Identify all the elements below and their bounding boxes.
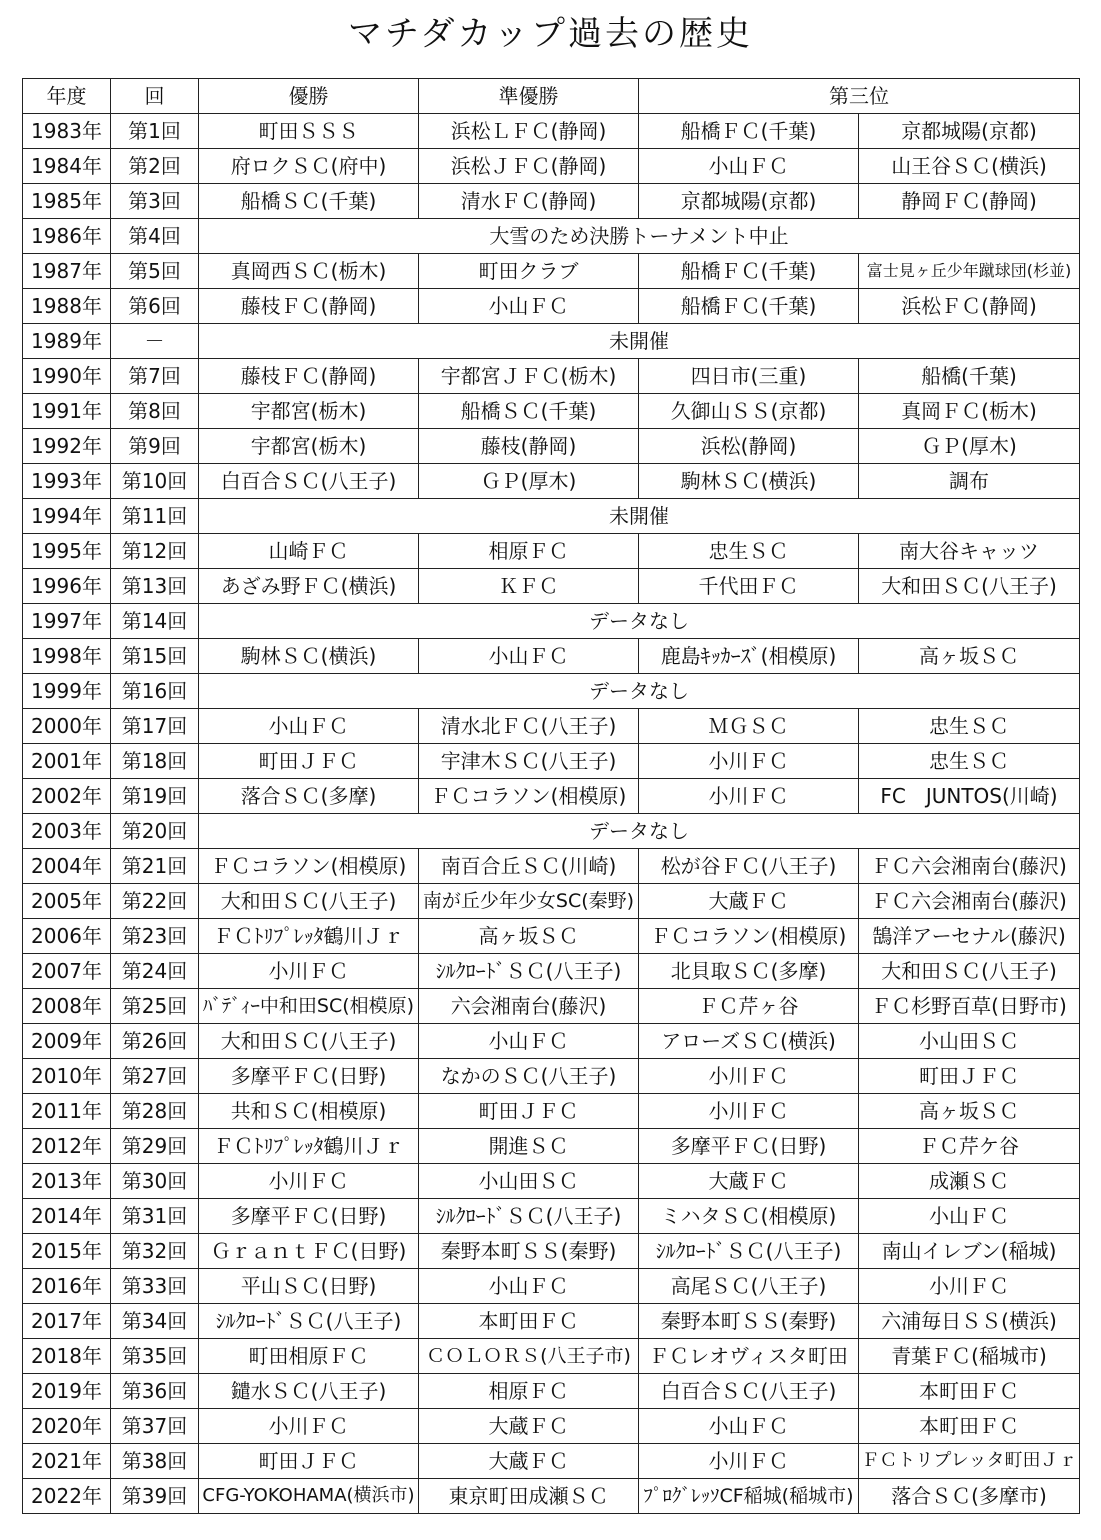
runner-up-cell: 小山ＦＣ xyxy=(419,289,639,324)
year-cell: 2012年 xyxy=(23,1129,111,1164)
table-row xyxy=(23,849,1080,884)
runner-up-cell: 大蔵ＦＣ xyxy=(419,1409,639,1444)
runner-up-cell: 小山田ＳＣ xyxy=(419,1164,639,1199)
year-cell: 2009年 xyxy=(23,1024,111,1059)
winner-cell: 駒林ＳＣ(横浜) xyxy=(199,639,419,674)
round-cell: 第16回 xyxy=(111,674,199,709)
third-place-cell: 調布 xyxy=(859,464,1080,499)
note-cell: 未開催 xyxy=(199,499,1080,534)
year-cell: 2008年 xyxy=(23,989,111,1024)
year-cell: 2010年 xyxy=(23,1059,111,1094)
header-winner: 優勝 xyxy=(199,79,419,114)
note-cell: 大雪のため決勝トーナメント中止 xyxy=(199,219,1080,254)
round-cell: 第23回 xyxy=(111,919,199,954)
third-place-cell: ミハタＳＣ(相模原) xyxy=(639,1199,859,1234)
table-row xyxy=(23,289,1080,324)
year-cell: 2016年 xyxy=(23,1269,111,1304)
year-cell: 1991年 xyxy=(23,394,111,429)
table-row xyxy=(23,674,1080,709)
table-row xyxy=(23,1479,1080,1514)
third-place-cell: 成瀬ＳＣ xyxy=(859,1164,1080,1199)
year-cell: 1987年 xyxy=(23,254,111,289)
third-place-cell: 北貝取ＳＣ(多摩) xyxy=(639,954,859,989)
table-row xyxy=(23,604,1080,639)
table-row xyxy=(23,1374,1080,1409)
round-cell: 第19回 xyxy=(111,779,199,814)
year-cell: 2003年 xyxy=(23,814,111,849)
note-cell: データなし xyxy=(199,604,1080,639)
third-place-cell: ＦＣ杉野百草(日野市) xyxy=(859,989,1080,1024)
third-place-cell: 真岡ＦＣ(栃木) xyxy=(859,394,1080,429)
table-row xyxy=(23,149,1080,184)
runner-up-cell: 南が丘少年少女SC(秦野) xyxy=(419,884,639,919)
winner-cell: 共和ＳＣ(相模原) xyxy=(199,1094,419,1129)
third-place-cell: 京都城陽(京都) xyxy=(639,184,859,219)
third-place-cell: FC JUNTOS(川崎) xyxy=(859,779,1080,814)
round-cell: 第24回 xyxy=(111,954,199,989)
table-row xyxy=(23,394,1080,429)
header-third: 第三位 xyxy=(639,79,1080,114)
table-row xyxy=(23,1444,1080,1479)
year-cell: 1996年 xyxy=(23,569,111,604)
third-place-cell: 高ヶ坂ＳＣ xyxy=(859,639,1080,674)
third-place-cell: 船橋ＦＣ(千葉) xyxy=(639,254,859,289)
round-cell: 第21回 xyxy=(111,849,199,884)
winner-cell: 小川ＦＣ xyxy=(199,1164,419,1199)
winner-cell: 船橋ＳＣ(千葉) xyxy=(199,184,419,219)
third-place-cell: 白百合ＳＣ(八王子) xyxy=(639,1374,859,1409)
third-place-cell: 高尾ＳＣ(八王子) xyxy=(639,1269,859,1304)
note-cell: データなし xyxy=(199,814,1080,849)
third-place-cell: 千代田ＦＣ xyxy=(639,569,859,604)
runner-up-cell: 清水ＦＣ(静岡) xyxy=(419,184,639,219)
round-cell: 第8回 xyxy=(111,394,199,429)
runner-up-cell: ｼﾙｸﾛｰﾄﾞＳＣ(八王子) xyxy=(419,1199,639,1234)
year-cell: 2006年 xyxy=(23,919,111,954)
year-cell: 1985年 xyxy=(23,184,111,219)
runner-up-cell: 秦野本町ＳＳ(秦野) xyxy=(419,1234,639,1269)
third-place-cell: ＦＣトリプレッタ町田Ｊｒ xyxy=(859,1444,1080,1479)
round-cell: 第14回 xyxy=(111,604,199,639)
table-row xyxy=(23,184,1080,219)
year-cell: 1984年 xyxy=(23,149,111,184)
table-row xyxy=(23,814,1080,849)
third-place-cell: ＦＣコラソン(相模原) xyxy=(639,919,859,954)
third-place-cell: アローズＳＣ(横浜) xyxy=(639,1024,859,1059)
year-cell: 1989年 xyxy=(23,324,111,359)
year-cell: 2002年 xyxy=(23,779,111,814)
third-place-cell: 四日市(三重) xyxy=(639,359,859,394)
year-cell: 1995年 xyxy=(23,534,111,569)
third-place-cell: 浜松(静岡) xyxy=(639,429,859,464)
round-cell: 第27回 xyxy=(111,1059,199,1094)
round-cell: 第36回 xyxy=(111,1374,199,1409)
table-row xyxy=(23,1339,1080,1374)
round-cell: 第20回 xyxy=(111,814,199,849)
round-cell: 第34回 xyxy=(111,1304,199,1339)
round-cell: 第4回 xyxy=(111,219,199,254)
third-place-cell: 小山ＦＣ xyxy=(639,1409,859,1444)
third-place-cell: 本町田ＦＣ xyxy=(859,1409,1080,1444)
runner-up-cell: 本町田ＦＣ xyxy=(419,1304,639,1339)
winner-cell: 落合ＳＣ(多摩) xyxy=(199,779,419,814)
third-place-cell: 多摩平ＦＣ(日野) xyxy=(639,1129,859,1164)
year-cell: 1998年 xyxy=(23,639,111,674)
year-cell: 2011年 xyxy=(23,1094,111,1129)
runner-up-cell: 宇津木ＳＣ(八王子) xyxy=(419,744,639,779)
third-place-cell: 小山ＦＣ xyxy=(859,1199,1080,1234)
round-cell: 第32回 xyxy=(111,1234,199,1269)
year-cell: 1990年 xyxy=(23,359,111,394)
table-row xyxy=(23,1234,1080,1269)
runner-up-cell: 六会湘南台(藤沢) xyxy=(419,989,639,1024)
header-year: 年度 xyxy=(23,79,111,114)
round-cell: － xyxy=(111,324,199,359)
table-row xyxy=(23,534,1080,569)
third-place-cell: 高ヶ坂ＳＣ xyxy=(859,1094,1080,1129)
winner-cell: 多摩平ＦＣ(日野) xyxy=(199,1199,419,1234)
winner-cell: 鑓水ＳＣ(八王子) xyxy=(199,1374,419,1409)
runner-up-cell: 東京町田成瀬ＳＣ xyxy=(419,1479,639,1514)
year-cell: 2000年 xyxy=(23,709,111,744)
winner-cell: 多摩平ＦＣ(日野) xyxy=(199,1059,419,1094)
table-row xyxy=(23,1059,1080,1094)
third-place-cell: 鵠洋アーセナル(藤沢) xyxy=(859,919,1080,954)
table-row xyxy=(23,464,1080,499)
runner-up-cell: ＧＰ(厚木) xyxy=(419,464,639,499)
table-row xyxy=(23,324,1080,359)
winner-cell: ＧｒａｎｔＦＣ(日野) xyxy=(199,1234,419,1269)
year-cell: 2018年 xyxy=(23,1339,111,1374)
third-place-cell: 船橋(千葉) xyxy=(859,359,1080,394)
year-cell: 2014年 xyxy=(23,1199,111,1234)
runner-up-cell: 町田ＪＦＣ xyxy=(419,1094,639,1129)
header-runner-up: 準優勝 xyxy=(419,79,639,114)
table-row xyxy=(23,1164,1080,1199)
runner-up-cell: なかのＳＣ(八王子) xyxy=(419,1059,639,1094)
runner-up-cell: 宇都宮ＪＦＣ(栃木) xyxy=(419,359,639,394)
third-place-cell: 小山ＦＣ xyxy=(639,149,859,184)
third-place-cell: 南大谷キャッツ xyxy=(859,534,1080,569)
note-cell: 未開催 xyxy=(199,324,1080,359)
round-cell: 第33回 xyxy=(111,1269,199,1304)
round-cell: 第35回 xyxy=(111,1339,199,1374)
third-place-cell: 町田ＪＦＣ xyxy=(859,1059,1080,1094)
round-cell: 第11回 xyxy=(111,499,199,534)
year-cell: 2005年 xyxy=(23,884,111,919)
table-row xyxy=(23,429,1080,464)
runner-up-cell: 小山ＦＣ xyxy=(419,1269,639,1304)
winner-cell: 真岡西ＳＣ(栃木) xyxy=(199,254,419,289)
winner-cell: 小山ＦＣ xyxy=(199,709,419,744)
third-place-cell: ＧＰ(厚木) xyxy=(859,429,1080,464)
round-cell: 第15回 xyxy=(111,639,199,674)
table-row xyxy=(23,1024,1080,1059)
table-row xyxy=(23,114,1080,149)
year-cell: 1992年 xyxy=(23,429,111,464)
third-place-cell: 松が谷ＦＣ(八王子) xyxy=(639,849,859,884)
third-place-cell: ＦＣ六会湘南台(藤沢) xyxy=(859,884,1080,919)
year-cell: 1999年 xyxy=(23,674,111,709)
third-place-cell: 大蔵ＦＣ xyxy=(639,1164,859,1199)
round-cell: 第13回 xyxy=(111,569,199,604)
table-header-row xyxy=(23,79,1080,114)
year-cell: 2004年 xyxy=(23,849,111,884)
winner-cell: 大和田ＳＣ(八王子) xyxy=(199,884,419,919)
runner-up-cell: 大蔵ＦＣ xyxy=(419,1444,639,1479)
third-place-cell: 小川ＦＣ xyxy=(639,1059,859,1094)
third-place-cell: 大和田ＳＣ(八王子) xyxy=(859,569,1080,604)
third-place-cell: 京都城陽(京都) xyxy=(859,114,1080,149)
winner-cell: 大和田ＳＣ(八王子) xyxy=(199,1024,419,1059)
table-row xyxy=(23,779,1080,814)
round-cell: 第17回 xyxy=(111,709,199,744)
runner-up-cell: ｼﾙｸﾛｰﾄﾞＳＣ(八王子) xyxy=(419,954,639,989)
runner-up-cell: 船橋ＳＣ(千葉) xyxy=(419,394,639,429)
third-place-cell: 船橋ＦＣ(千葉) xyxy=(639,289,859,324)
third-place-cell: 富士見ヶ丘少年蹴球団(杉並) xyxy=(859,254,1080,289)
year-cell: 2007年 xyxy=(23,954,111,989)
year-cell: 1997年 xyxy=(23,604,111,639)
round-cell: 第7回 xyxy=(111,359,199,394)
table-row xyxy=(23,989,1080,1024)
table-row xyxy=(23,1199,1080,1234)
third-place-cell: 南山イレブン(稲城) xyxy=(859,1234,1080,1269)
round-cell: 第28回 xyxy=(111,1094,199,1129)
table-row xyxy=(23,884,1080,919)
round-cell: 第38回 xyxy=(111,1444,199,1479)
runner-up-cell: 浜松ＪＦＣ(静岡) xyxy=(419,149,639,184)
winner-cell: 町田相原ＦＣ xyxy=(199,1339,419,1374)
table-row xyxy=(23,1094,1080,1129)
page-title: マチダカップ過去の歴史 xyxy=(348,14,753,54)
winner-cell: 府ロクＳＣ(府中) xyxy=(199,149,419,184)
runner-up-cell: 町田クラブ xyxy=(419,254,639,289)
round-cell: 第9回 xyxy=(111,429,199,464)
third-place-cell: 大和田ＳＣ(八王子) xyxy=(859,954,1080,989)
winner-cell: 藤枝ＦＣ(静岡) xyxy=(199,289,419,324)
round-cell: 第25回 xyxy=(111,989,199,1024)
runner-up-cell: 相原ＦＣ xyxy=(419,534,639,569)
year-cell: 2015年 xyxy=(23,1234,111,1269)
table-row xyxy=(23,1269,1080,1304)
third-place-cell: 忠生ＳＣ xyxy=(859,709,1080,744)
third-place-cell: ＦＣ芹ヶ谷 xyxy=(639,989,859,1024)
round-cell: 第5回 xyxy=(111,254,199,289)
table-row xyxy=(23,359,1080,394)
third-place-cell: 小川ＦＣ xyxy=(859,1269,1080,1304)
winner-cell: 平山ＳＣ(日野) xyxy=(199,1269,419,1304)
third-place-cell: 久御山ＳＳ(京都) xyxy=(639,394,859,429)
third-place-cell: 小川ＦＣ xyxy=(639,1094,859,1129)
third-place-cell: 船橋ＦＣ(千葉) xyxy=(639,114,859,149)
round-cell: 第2回 xyxy=(111,149,199,184)
third-place-cell: ＦＣ六会湘南台(藤沢) xyxy=(859,849,1080,884)
header-round: 回 xyxy=(111,79,199,114)
third-place-cell: 落合ＳＣ(多摩市) xyxy=(859,1479,1080,1514)
winner-cell: ＦＣコラソン(相模原) xyxy=(199,849,419,884)
winner-cell: 山崎ＦＣ xyxy=(199,534,419,569)
runner-up-cell: ＣＯＬＯＲＳ(八王子市) xyxy=(419,1339,639,1374)
round-cell: 第1回 xyxy=(111,114,199,149)
winner-cell: 町田ＳＳＳ xyxy=(199,114,419,149)
winner-cell: 小川ＦＣ xyxy=(199,954,419,989)
table-row xyxy=(23,1409,1080,1444)
table-row xyxy=(23,1304,1080,1339)
year-cell: 1993年 xyxy=(23,464,111,499)
runner-up-cell: ＫＦＣ xyxy=(419,569,639,604)
runner-up-cell: 清水北ＦＣ(八王子) xyxy=(419,709,639,744)
year-cell: 2020年 xyxy=(23,1409,111,1444)
third-place-cell: 大蔵ＦＣ xyxy=(639,884,859,919)
runner-up-cell: 相原ＦＣ xyxy=(419,1374,639,1409)
table-row xyxy=(23,744,1080,779)
table-row xyxy=(23,919,1080,954)
winner-cell: 宇都宮(栃木) xyxy=(199,429,419,464)
runner-up-cell: 高ヶ坂ＳＣ xyxy=(419,919,639,954)
round-cell: 第10回 xyxy=(111,464,199,499)
year-cell: 2019年 xyxy=(23,1374,111,1409)
round-cell: 第29回 xyxy=(111,1129,199,1164)
third-place-cell: 秦野本町ＳＳ(秦野) xyxy=(639,1304,859,1339)
third-place-cell: 浜松ＦＣ(静岡) xyxy=(859,289,1080,324)
year-cell: 2017年 xyxy=(23,1304,111,1339)
third-place-cell: 忠生ＳＣ xyxy=(859,744,1080,779)
third-place-cell: ＭＧＳＣ xyxy=(639,709,859,744)
winner-cell: 藤枝ＦＣ(静岡) xyxy=(199,359,419,394)
year-cell: 2013年 xyxy=(23,1164,111,1199)
year-cell: 2001年 xyxy=(23,744,111,779)
winner-cell: 白百合ＳＣ(八王子) xyxy=(199,464,419,499)
year-cell: 1983年 xyxy=(23,114,111,149)
runner-up-cell: 小山ＦＣ xyxy=(419,639,639,674)
winner-cell: ＦＣﾄﾘﾌﾟﾚｯﾀ鶴川Ｊｒ xyxy=(199,919,419,954)
year-cell: 1988年 xyxy=(23,289,111,324)
round-cell: 第12回 xyxy=(111,534,199,569)
round-cell: 第26回 xyxy=(111,1024,199,1059)
winner-cell: あざみ野ＦＣ(横浜) xyxy=(199,569,419,604)
runner-up-cell: 藤枝(静岡) xyxy=(419,429,639,464)
table-row xyxy=(23,709,1080,744)
round-cell: 第3回 xyxy=(111,184,199,219)
table-row xyxy=(23,639,1080,674)
third-place-cell: 忠生ＳＣ xyxy=(639,534,859,569)
runner-up-cell: 小山ＦＣ xyxy=(419,1024,639,1059)
round-cell: 第31回 xyxy=(111,1199,199,1234)
third-place-cell: ＦＣレオヴィスタ町田 xyxy=(639,1339,859,1374)
winner-cell: 小川ＦＣ xyxy=(199,1409,419,1444)
third-place-cell: 鹿島ｷｯｶｰｽﾞ(相模原) xyxy=(639,639,859,674)
year-cell: 2022年 xyxy=(23,1479,111,1514)
table-row xyxy=(23,954,1080,989)
third-place-cell: 小川ＦＣ xyxy=(639,744,859,779)
table-row xyxy=(23,1129,1080,1164)
third-place-cell: 小山田ＳＣ xyxy=(859,1024,1080,1059)
year-cell: 1994年 xyxy=(23,499,111,534)
third-place-cell: 小川ＦＣ xyxy=(639,1444,859,1479)
third-place-cell: 六浦毎日ＳＳ(横浜) xyxy=(859,1304,1080,1339)
round-cell: 第6回 xyxy=(111,289,199,324)
winner-cell: 町田ＪＦＣ xyxy=(199,744,419,779)
runner-up-cell: ＦＣコラソン(相模原) xyxy=(419,779,639,814)
round-cell: 第22回 xyxy=(111,884,199,919)
winner-cell: ﾊﾞﾃﾞｨｰ中和田SC(相模原) xyxy=(199,989,419,1024)
round-cell: 第30回 xyxy=(111,1164,199,1199)
winner-cell: 町田ＪＦＣ xyxy=(199,1444,419,1479)
third-place-cell: 山王谷ＳＣ(横浜) xyxy=(859,149,1080,184)
table-body xyxy=(23,114,1080,1514)
third-place-cell: 静岡ＦＣ(静岡) xyxy=(859,184,1080,219)
year-cell: 2021年 xyxy=(23,1444,111,1479)
history-table xyxy=(22,78,1080,1514)
third-place-cell: 本町田ＦＣ xyxy=(859,1374,1080,1409)
winner-cell: 宇都宮(栃木) xyxy=(199,394,419,429)
table-row xyxy=(23,569,1080,604)
runner-up-cell: 開進ＳＣ xyxy=(419,1129,639,1164)
third-place-cell: ﾌﾟﾛｸﾞﾚｯｿCF稲城(稲城市) xyxy=(639,1479,859,1514)
table-row xyxy=(23,254,1080,289)
runner-up-cell: 南百合丘ＳＣ(川崎) xyxy=(419,849,639,884)
winner-cell: ＦＣﾄﾘﾌﾟﾚｯﾀ鶴川Ｊｒ xyxy=(199,1129,419,1164)
winner-cell: ｼﾙｸﾛｰﾄﾞＳＣ(八王子) xyxy=(199,1304,419,1339)
third-place-cell: 青葉ＦＣ(稲城市) xyxy=(859,1339,1080,1374)
table-row xyxy=(23,219,1080,254)
round-cell: 第39回 xyxy=(111,1479,199,1514)
third-place-cell: ｼﾙｸﾛｰﾄﾞＳＣ(八王子) xyxy=(639,1234,859,1269)
third-place-cell: 駒林ＳＣ(横浜) xyxy=(639,464,859,499)
round-cell: 第18回 xyxy=(111,744,199,779)
winner-cell: CFG-YOKOHAMA(横浜市) xyxy=(199,1479,419,1514)
note-cell: データなし xyxy=(199,674,1080,709)
third-place-cell: ＦＣ芹ケ谷 xyxy=(859,1129,1080,1164)
third-place-cell: 小川ＦＣ xyxy=(639,779,859,814)
round-cell: 第37回 xyxy=(111,1409,199,1444)
runner-up-cell: 浜松ＬＦＣ(静岡) xyxy=(419,114,639,149)
table-row xyxy=(23,499,1080,534)
year-cell: 1986年 xyxy=(23,219,111,254)
